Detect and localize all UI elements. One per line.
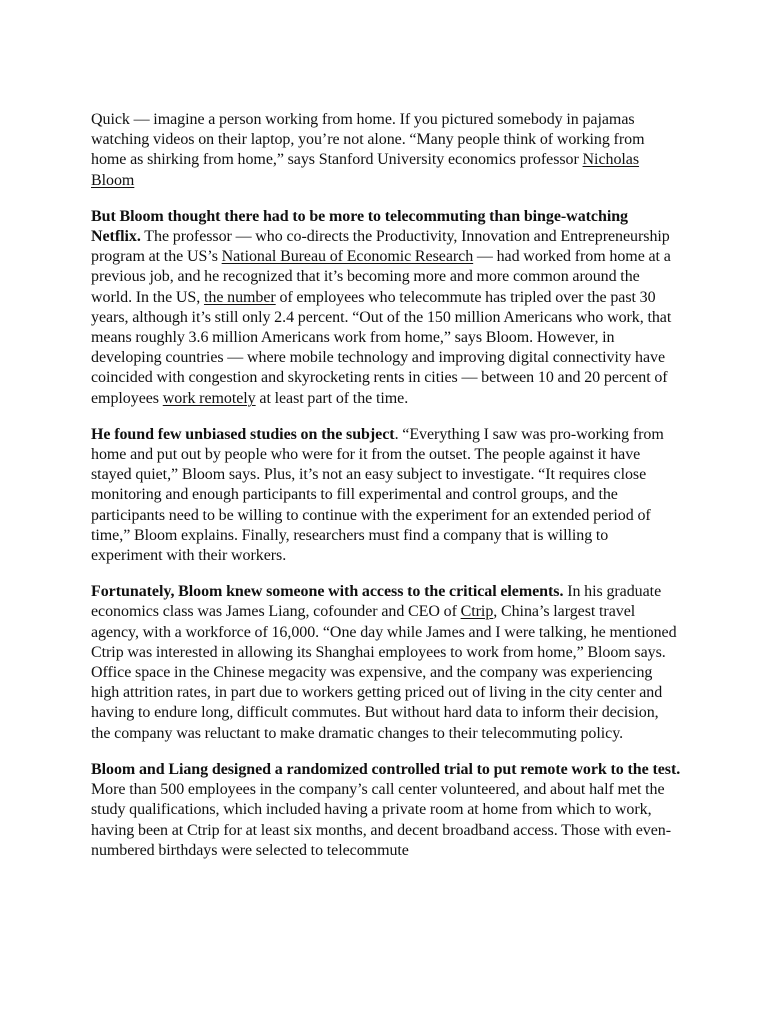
paragraph-unbiased-studies	[91, 425, 681, 566]
paragraph-lead-bold: But Bloom thought there had to be more to telecommuting than binge-watching Netflix.	[91, 207, 629, 246]
paragraph-lead-bold: Bloom and Liang designed a randomized controlled trial to put remote work to the test.	[91, 760, 681, 778]
paragraph-text: The professor — who co-directs the Productivity, Innovation and Entrepreneurship program at the US’s	[91, 228, 670, 266]
link-the-number[interactable]: the number	[203, 288, 276, 306]
link-nicholas-bloom[interactable]: Nicholas Bloom	[91, 151, 640, 189]
paragraph-text: — had worked from home at a previous job, and he recognized that it’s becoming more and more common around the world. In the US,	[91, 248, 671, 306]
paragraph-text: , China’s largest travel agency, with a workforce of 16,000. “One day while James and I were talking, he mentioned Ctrip was interested in allowing its Shanghai employees to work from home,” Bloom says. Office space in the Chinese megacity was expensive, and the company was experiencing high attrition rates, in part due to workers getting priced out of living in the city center and having to endure long, difficult commutes. But without hard data to inform their decision, the company was reluctant to make dramatic changes to their telecommuting policy.	[91, 603, 677, 742]
paragraph-text: of employees who telecommute has tripled over the past 30 years, although it’s still only 2.4 percent. “Out of the 150 million Americans who work, that means roughly 3.6 million Americans work from home,” says Bloom. However, in developing countries — where mobile technology and improving digital connectivity have coincided with congestion and skyrocketing rents in cities — between 10 and 20 percent of employees	[91, 288, 672, 407]
paragraph-text: Quick — imagine a person working from home. If you pictured somebody in pajamas watching videos on their laptop, you’re not alone. “Many people think of working from home as shirking from home,” says Stanford University economics professor	[91, 111, 645, 169]
paragraph-text: at least part of the time.	[255, 389, 409, 407]
link-work-remotely[interactable]: work remotely	[162, 389, 256, 407]
link-ctrip[interactable]: Ctrip	[460, 603, 494, 621]
paragraph-text: More than 500 employees in the company’s call center volunteered, and about half met the study qualifications, which included having a private room at home from which to work, having been at Ctrip for at least six months, and decent broadband access. Those with even-numbered birthdays were selected to telecommute	[91, 781, 671, 859]
article-body	[91, 110, 681, 877]
paragraph-text: . “Everything I saw was pro-working from home and put out by people who were for it from the outset. The people against it have stayed quiet,” Bloom says. Plus, it’s not an easy subject to investigate. “It requires close monitoring and enough participants to fill experimental and control groups, and the participants need to be willing to continue with the experiment for an extended period of time,” Bloom explains. Finally, researchers must find a company that is willing to experiment with their workers.	[91, 425, 664, 565]
paragraph-telecommuting	[91, 207, 681, 409]
paragraph-lead-bold: He found few unbiased studies on the subject	[91, 425, 395, 443]
paragraph-ctrip	[91, 582, 681, 744]
paragraph-trial	[91, 760, 681, 861]
link-nber[interactable]: National Bureau of Economic Research	[221, 248, 474, 266]
paragraph-text: In his graduate economics class was James Liang, cofounder and CEO of	[91, 583, 662, 621]
paragraph-intro	[91, 110, 681, 191]
paragraph-lead-bold: Fortunately, Bloom knew someone with access to the critical elements.	[91, 583, 564, 601]
